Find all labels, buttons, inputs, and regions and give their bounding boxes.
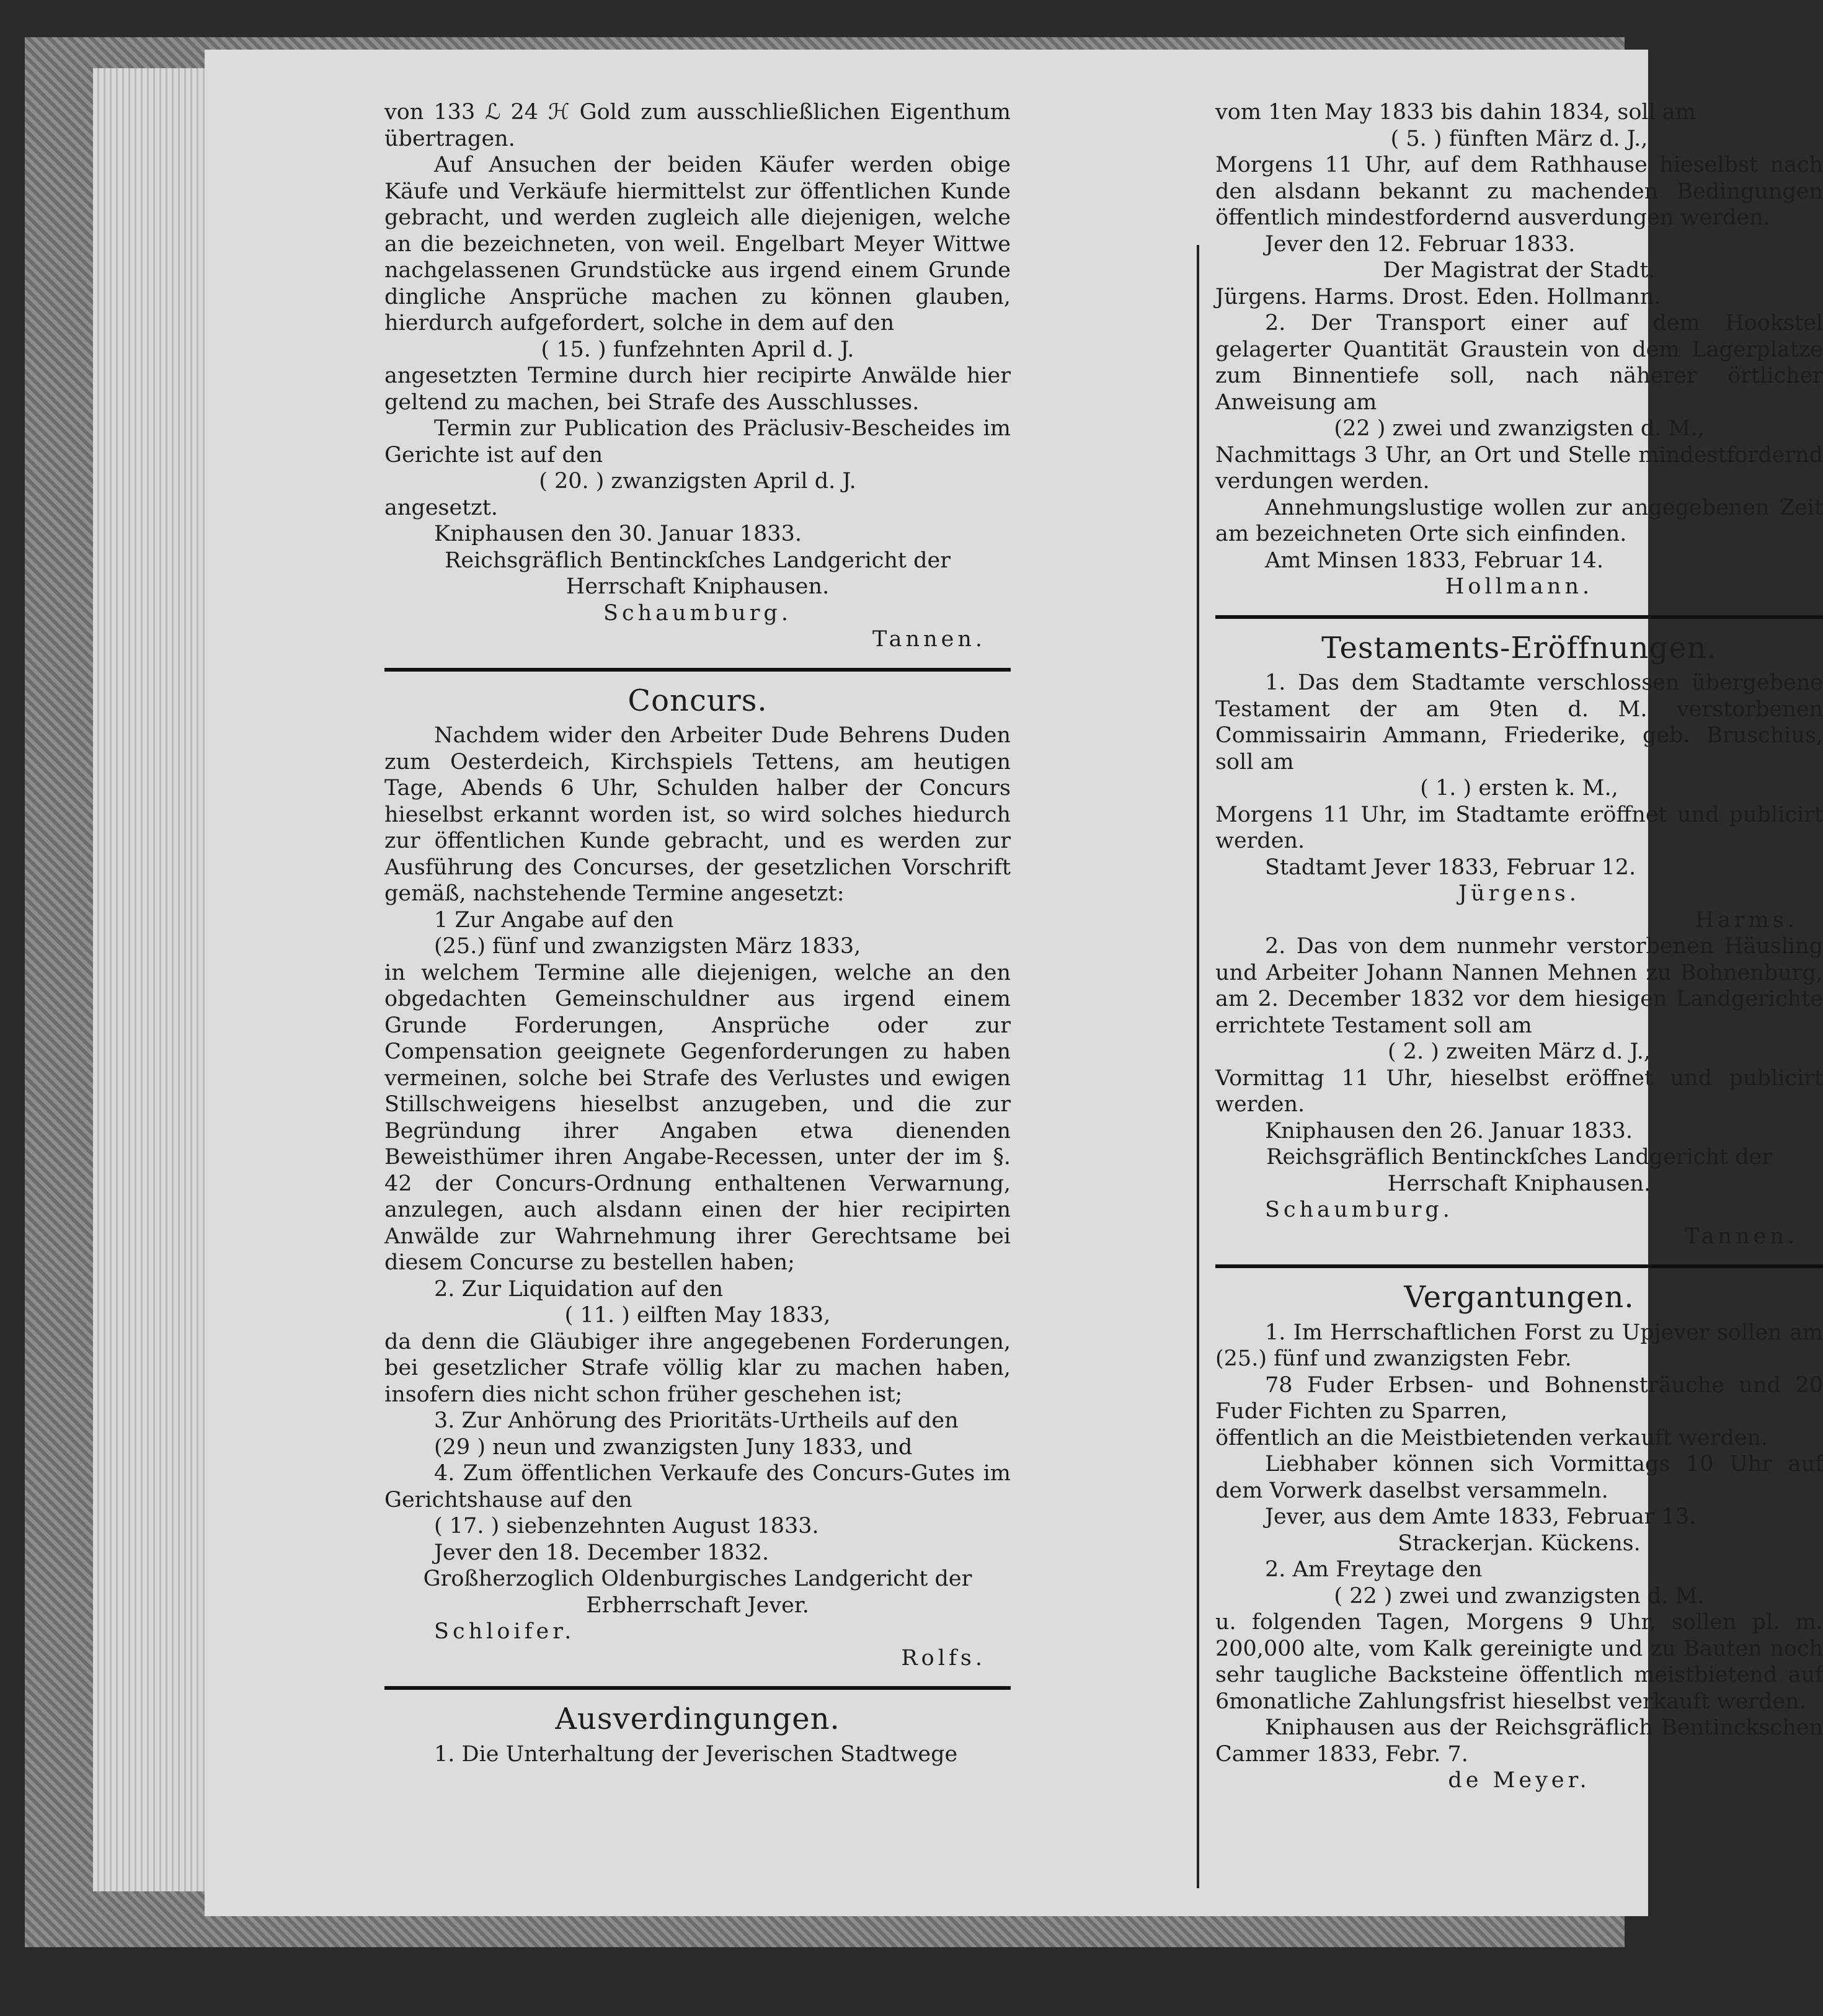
signature: Hollmann. bbox=[1445, 574, 1594, 599]
section-rule bbox=[1215, 1264, 1823, 1268]
text-block: Termin zur Publication des Präclusiv-Bescheides im Gerichte ist auf den bbox=[384, 416, 1011, 468]
text-block: 2. Das von dem nunmehr verstorbenen Häusling und Arbeiter Johann Nannen Mehnen zu Bohnenburg, am 2. December 1832 vor dem hiesigen Landgerichte errichtete Testament soll am bbox=[1215, 934, 1823, 1038]
signature: Schloifer. bbox=[434, 1619, 575, 1644]
date-line: ( 2. ) zweiten März d. J., bbox=[1387, 1039, 1651, 1064]
date-line: ( 17. ) siebenzehnten August 1833. bbox=[434, 1514, 819, 1539]
section-title-vergantungen: Vergantungen. bbox=[1404, 1280, 1634, 1315]
text-block: 2. Der Transport einer auf dem Hookstel gelagerter Quantität Graustein von dem Lagerplatze zum Binnentiefe soll, nach näherer örtlicher Anweisung am bbox=[1215, 311, 1823, 415]
date-line: (29 ) neun und zwanzigsten Juny 1833, und bbox=[434, 1434, 913, 1460]
authority: Reichsgräflich Bentinckſches Landgericht der Herrschaft Kniphausen. bbox=[445, 548, 951, 599]
section-title-concurs: Concurs. bbox=[628, 683, 768, 718]
text-block: Nachmittags 3 Uhr, an Ort und Stelle mindestfordernd verdungen werden. bbox=[1215, 442, 1823, 494]
place-date: Jever, aus dem Amte 1833, Februar 13. bbox=[1265, 1504, 1697, 1529]
text-block: Morgens 11 Uhr, auf dem Rathhause hieselbst nach den alsdann bekannt zu machenden Bedingungen öffentlich mindestfordernd ausverdungen werden. bbox=[1215, 153, 1823, 230]
section-rule bbox=[384, 1686, 1011, 1690]
signature: Harms. bbox=[1695, 907, 1798, 933]
text-block: da denn die Gläubiger ihre angegebenen Forderungen, bei gesetzlicher Strafe völlig klar zu machen haben, insofern dies nicht schon früher geschehen ist; bbox=[384, 1329, 1011, 1407]
right-column bbox=[1215, 99, 1823, 1794]
place-date: Jever den 18. December 1832. bbox=[434, 1540, 770, 1565]
text-block: u. folgenden Tagen, Morgens 9 Uhr, sollen pl. m. 200,000 alte, vom Kalk gereinigte und zu Bauten noch sehr taugliche Backsteine öffentlich meistbietend auf 6monatliche Zahlungsfrist hieselbst verkauft werden. bbox=[1215, 1610, 1823, 1714]
signature: Rolfs. bbox=[901, 1645, 986, 1671]
text-block: von 133 ℒ 24 ℋ Gold zum ausschließlichen Eigenthum übertragen. bbox=[384, 100, 1011, 151]
text-block: 3. Zur Anhörung des Prioritäts-Urtheils auf den bbox=[434, 1408, 959, 1433]
signature: Schaumburg. bbox=[1265, 1197, 1453, 1222]
place-date: Kniphausen aus der Reichsgräflich Bentinckschen Cammer 1833, Febr. 7. bbox=[1215, 1715, 1823, 1767]
date-line: ( 11. ) eilften May 1833, bbox=[564, 1303, 831, 1328]
signatures: Jürgens. Harms. Drost. Eden. Hollmann. bbox=[1215, 284, 1661, 309]
place-date: Stadtamt Jever 1833, Februar 12. bbox=[1265, 855, 1636, 880]
text-block: 78 Fuder Erbsen- und Bohnensträuche und 20 Fuder Fichten zu Sparren, bbox=[1215, 1372, 1823, 1424]
signatures: Strackerjan. Kückens. bbox=[1398, 1530, 1641, 1556]
date-line: ( 22 ) zwei und zwanzigsten d. M. bbox=[1334, 1583, 1705, 1609]
signature: Schaumburg. bbox=[603, 600, 792, 626]
date-line: ( 15. ) funfzehnten April d. J. bbox=[541, 337, 854, 362]
page-columns bbox=[186, 99, 1823, 1848]
date-line: (22 ) zwei und zwanzigsten d. M., bbox=[1334, 416, 1705, 441]
place-date: Kniphausen den 26. Januar 1833. bbox=[1265, 1118, 1633, 1143]
date-line: (25.) fünf und zwanzigsten März 1833, bbox=[434, 934, 861, 959]
text-block: 1. Im Herrschaftlichen Forst zu Upjever sollen am (25.) fünf und zwanzigsten Febr. bbox=[1215, 1320, 1823, 1371]
authority: Reichsgräflich Bentinckſches Landgericht der Herrschaft Kniphausen. bbox=[1266, 1145, 1772, 1196]
column-divider bbox=[1197, 245, 1199, 1888]
text-block: Liebhaber können sich Vormittags 10 Uhr auf dem Vorwerk daselbst versammeln. bbox=[1215, 1452, 1823, 1503]
date-line: ( 20. ) zwanzigsten April d. J. bbox=[539, 469, 856, 494]
text-block: vom 1ten May 1833 bis dahin 1834, soll am bbox=[1215, 100, 1696, 125]
text-block: angesetzt. bbox=[384, 495, 498, 520]
text-block: 2. Zur Liquidation auf den bbox=[434, 1276, 724, 1302]
section-rule bbox=[384, 668, 1011, 672]
text-block: 1. Das dem Stadtamte verschlossen übergebene Testament der am 9ten d. M. verstorbenen Commissairin Ammann, Friederike, geb. Bruschius, soll am bbox=[1215, 670, 1823, 775]
section-title-testaments: Testaments-Eröffnungen. bbox=[1321, 630, 1717, 665]
date-line: ( 5. ) fünften März d. J., bbox=[1390, 126, 1648, 151]
signature: Jürgens. bbox=[1458, 881, 1581, 906]
authority: Großherzoglich Oldenburgisches Landgericht der Erbherrschaft Jever. bbox=[423, 1566, 972, 1618]
text-block: 1. Die Unterhaltung der Jeverischen Stadtwege bbox=[434, 1741, 958, 1767]
signature: de Meyer. bbox=[1448, 1768, 1590, 1793]
text-block: öffentlich an die Meistbietenden verkauft werden. bbox=[1215, 1425, 1768, 1450]
authority: Der Magistrat der Stadt. bbox=[1383, 258, 1656, 283]
text-block: Vormittag 11 Uhr, hieselbst eröffnet und publicirt werden. bbox=[1215, 1065, 1823, 1117]
place-date: Amt Minsen 1833, Februar 14. bbox=[1265, 548, 1604, 573]
section-rule bbox=[1215, 615, 1823, 619]
text-block: 2. Am Freytage den bbox=[1265, 1557, 1483, 1582]
text-block: 4. Zum öffentlichen Verkaufe des Concurs-Gutes im Gerichtshause auf den bbox=[384, 1461, 1011, 1512]
text-block: Auf Ansuchen der beiden Käufer werden obige Käufe und Verkäufe hiermittelst zur öffentlichen Kunde gebracht, und werden zugleich alle diejenigen, welche an die bezeichneten, von weil. Engelbart Meyer Wittwe nachgelassenen Grundstücke aus irgend einem Grunde dingliche Ansprüche machen zu können glauben, hierdurch aufgefordert, solche in dem auf den bbox=[384, 153, 1011, 335]
text-block: in welchem Termine alle diejenigen, welche an den obgedachten Gemeinschuldner aus irgend einem Grunde Forderungen, Ansprüche oder zur Compensation geeignete Gegenforderungen zu haben vermeinen, solche bei Strafe des Verlustes und ewigen Stillschweigens hieselbst anzugeben, und die zur Begründung ihrer Angaben etwa dienenden Beweisthümer ihren Angabe-Recessen, unter der im §. 42 der Concurs-Ordnung enthaltenen Verwarnung, anzulegen, auch alsdann einen der hier recipirten Anwälde zur Wahrnehmung ihrer Gerechtsame bei diesem Concurse zu bestellen haben; bbox=[384, 960, 1011, 1275]
text-block: angesetzten Termine durch hier recipirte Anwälde hier geltend zu machen, bei Strafe des Ausschlusses. bbox=[384, 363, 1011, 415]
text-block: Annehmungslustige wollen zur angegebenen Zeit am bezeichneten Orte sich einfinden. bbox=[1215, 495, 1823, 546]
place-date: Kniphausen den 30. Januar 1833. bbox=[434, 522, 802, 546]
place-date: Jever den 12. Februar 1833. bbox=[1265, 231, 1576, 257]
section-title-ausverdingungen: Ausverdingungen. bbox=[555, 1702, 840, 1736]
date-line: ( 1. ) ersten k. M., bbox=[1420, 776, 1618, 801]
signature: Tannen. bbox=[872, 627, 986, 652]
text-block: 1 Zur Angabe auf den bbox=[434, 907, 674, 933]
left-column bbox=[384, 99, 1011, 1767]
text-block: Nachdem wider den Arbeiter Dude Behrens Duden zum Oesterdeich, Kirchspiels Tettens, am heutigen Tage, Abends 6 Uhr, Schulden halber der Concurs hieselbst erkannt worden ist, so wird solches hiedurch zur öffentlichen Kunde gebracht, und es werden zur Ausführung des Concurses, der gesetzlichen Vorschrift gemäß, nachstehende Termine angesetzt: bbox=[384, 723, 1011, 906]
text-block: Morgens 11 Uhr, im Stadtamte eröffnet und publicirt werden. bbox=[1215, 802, 1823, 853]
signature: Tannen. bbox=[1685, 1223, 1798, 1249]
